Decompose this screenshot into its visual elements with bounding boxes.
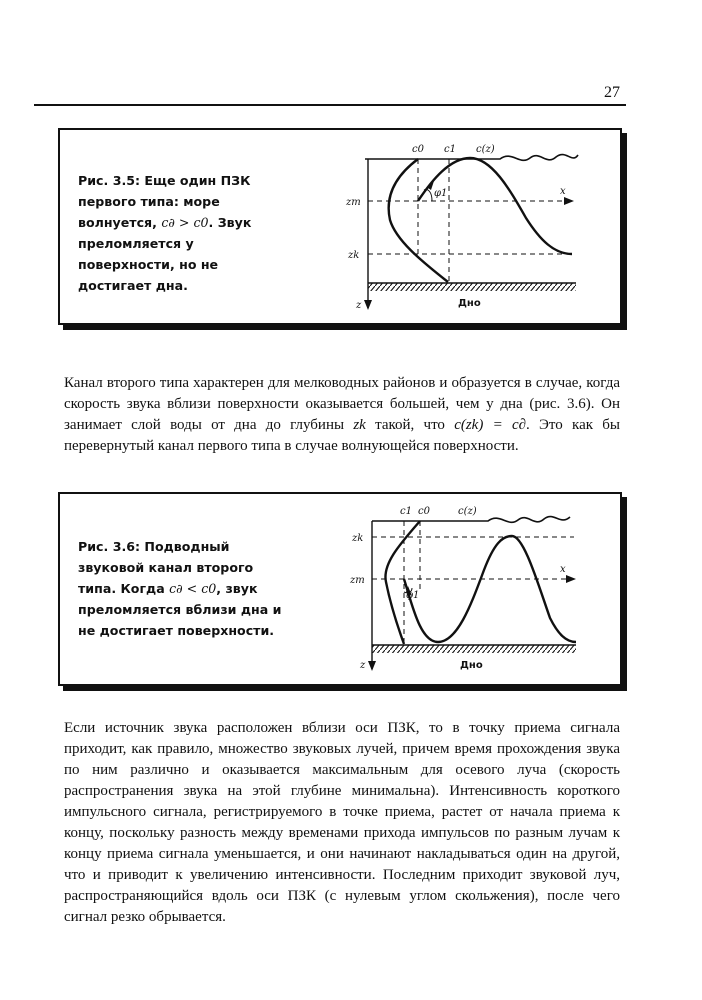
label-bottom: Дно	[458, 298, 481, 309]
label-phi: φ1	[434, 188, 448, 199]
sea-surface	[372, 517, 570, 523]
paragraph-text: Канал второго типа характерен для мелководных районов и образуется в случае, когда скорость звука вблизи поверхности оказывается большей, чем у дна (рис. 3.6). Он занимает слой воды от дна до глубины	[64, 375, 620, 433]
x-axis-arrow	[566, 575, 576, 583]
sound-speed-profile	[385, 521, 420, 644]
label-c1: c1	[444, 144, 456, 155]
paragraph-text: . Это как бы перевернутый канал первого типа в случае волнующейся поверхности.	[64, 417, 621, 454]
label-x: x	[560, 186, 566, 197]
label-c0: c0	[412, 144, 424, 155]
label-zk: zk	[352, 533, 364, 544]
z-axis-arrow	[368, 661, 376, 671]
label-zk: zk	[348, 250, 360, 261]
sound-ray	[418, 158, 572, 254]
figure-3-5	[58, 128, 622, 325]
sea-bottom	[372, 645, 576, 653]
caption-text: , звук преломляется вблизи дна и не достигает поверхности.	[78, 581, 282, 638]
paragraph-1	[64, 373, 620, 457]
sound-channel-diagram	[60, 130, 620, 323]
label-z: z	[356, 300, 362, 311]
page-number: 27	[604, 84, 620, 101]
caption-math: c∂ > c0	[161, 215, 209, 230]
label-x: x	[560, 564, 566, 575]
z-axis-arrow	[364, 300, 372, 310]
label-zm: zm	[346, 197, 361, 208]
caption-math: c∂ < c0	[169, 581, 217, 596]
label-z: z	[360, 660, 366, 671]
inline-math: c(zk) = c∂	[454, 417, 527, 433]
caption-text: Рис. 3.5: Еще один ПЗК первого типа: море волнуется,	[78, 173, 251, 230]
label-c1: c1	[400, 506, 412, 517]
caption-text: Рис. 3.6: Подводный звуковой канал второго типа. Когда	[78, 539, 254, 596]
paragraph-2: Если источник звука расположен вблизи оси ПЗК, то в точку приема сигнала приходит, как правило, множество звуковых лучей, причем время прохождения звука по ним различно и оказывается максимальным для осевого луча (скорость распространения звука на этой глубине минимальна). Интенсивность короткого импульсного сигнала, регистрируемого в точке приема, растет от начала приема к концу, поскольку разность между временами прихода импульсов по разным лучам к концу приема сигнала уменьшается, и они начинают накладываться один на другой, что и приводит к увеличению интенсивности. Последним приходит звуковой луч, распространяющийся вдоль оси ПЗК (с нулевым углом скольжения), после чего сигнал резко обрывается.	[64, 720, 620, 925]
inline-math: zk	[353, 417, 366, 433]
label-bottom: Дно	[460, 660, 483, 671]
x-axis-arrow	[564, 197, 574, 205]
label-cz: c(z)	[458, 506, 477, 517]
caption-text: . Звук преломляется у поверхности, но не достигает дна.	[78, 215, 252, 293]
header-rule	[34, 104, 626, 106]
figure-3-6	[58, 492, 622, 686]
label-cz: c(z)	[476, 144, 495, 155]
label-c0: c0	[418, 506, 430, 517]
label-zm: zm	[350, 575, 365, 586]
sea-bottom	[368, 283, 576, 291]
sound-channel-diagram	[60, 494, 620, 684]
sound-ray	[404, 536, 576, 642]
paragraph-text: такой, что	[365, 417, 455, 433]
label-phi: φ1	[406, 590, 420, 601]
